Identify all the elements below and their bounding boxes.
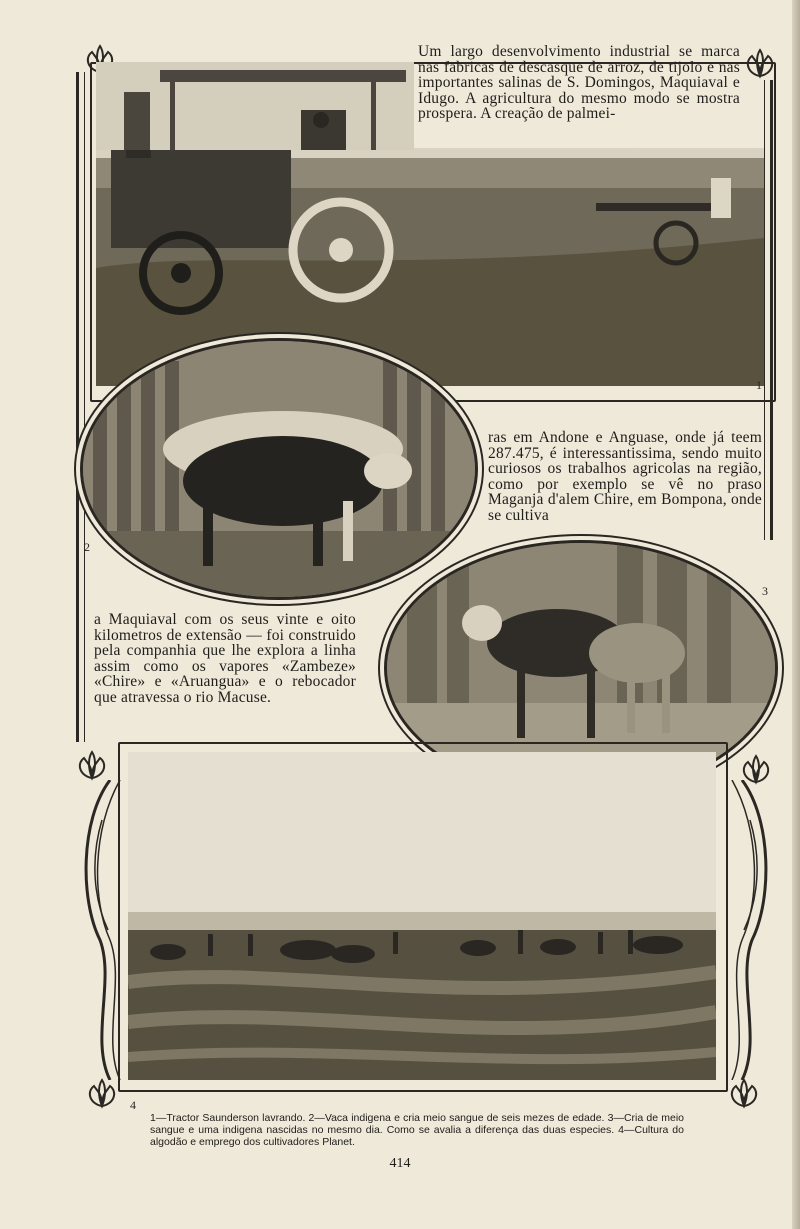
cattle-photo	[80, 338, 478, 600]
paragraph-middle-text: ras em Andone e Anguase, onde já teem 287.475, é interessantissima, sendo muito curiosos os trabalhos agricolas na região, como por exemplo se vê no praso Maganja d'alem Chire, em Bompona, onde se cultiva	[488, 429, 762, 524]
paragraph-top-text: Um largo desenvolvimento industrial se marca nas fabricas de descasque de arroz, de tijolo e nas importantes salinas de S. Domingos, Maquiaval e Idugo. A agricultura do mesmo modo se mostra prospera. A creação de palmei-	[418, 43, 740, 122]
article-paragraph-top	[418, 44, 740, 122]
page-number: 414	[389, 1156, 411, 1171]
cotton-field-photo	[128, 752, 716, 1080]
figure-number-2: 2	[84, 540, 90, 554]
figure-number-3: 3	[762, 584, 768, 598]
article-paragraph-middle	[488, 430, 762, 523]
tractor-photo-upper	[96, 62, 414, 150]
flower-ornament-icon	[722, 1076, 766, 1120]
left-border-ornament-line-inner	[84, 72, 85, 742]
figure-number-1: 1	[756, 378, 762, 392]
page-edge	[792, 0, 800, 1229]
paragraph-left-text: a Maquiaval com os seus vinte e oito kilometros de extensão — foi construido pela companhia que lhe explora a linha assim como os vapores «Zambeze» «Chire» e «Aruangua» e o rebocador que atravessa o rio Macuse.	[94, 611, 356, 706]
art-nouveau-border-right	[722, 780, 782, 1080]
figure-number-4: 4	[130, 1098, 136, 1112]
figure-caption: 1—Tractor Saunderson lavrando. 2—Vaca indigena e cria meio sangue de seis mezes de edade. 3—Cria de meio sangue e uma indigena nascidas no mesmo dia. Como se avalia a diferença das duas especies. 4—Cultura do algodão e emprego dos cultivadores Planet.	[150, 1112, 684, 1148]
left-border-ornament-line	[76, 72, 79, 742]
article-paragraph-left	[94, 612, 356, 705]
